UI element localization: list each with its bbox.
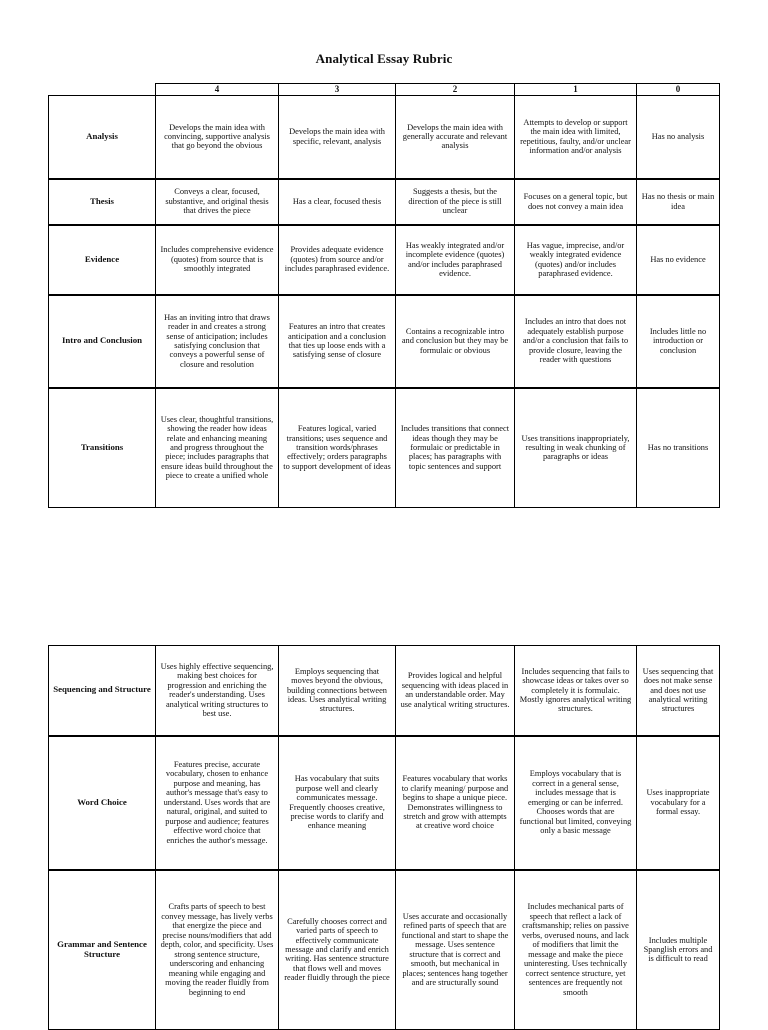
rubric-cell: Features vocabulary that works to clarify meaning/ purpose and begins to shape a unique piece. Demonstrates willingness to stretch and grow with attempts at creative word choice [396,736,515,870]
score-header-1: 1 [515,84,637,96]
rubric-cell: Contains a recognizable intro and conclusion but they may be formulaic or obvious [396,295,515,388]
criterion-label: Analysis [49,96,156,179]
rubric-cell: Includes sequencing that fails to showcase ideas or takes over so completely it is formulaic. Mostly ignores analytical writing structures. [515,646,637,736]
rubric-cell: Has no analysis [637,96,720,179]
criterion-label: Evidence [49,225,156,295]
rubric-cell: Has a clear, focused thesis [279,179,396,225]
rubric-cell: Includes an intro that does not adequately establish purpose and/or a conclusion that fails to provide closure, leaving the reader with questions [515,295,637,388]
rubric-cell: Includes little no introduction or conclusion [637,295,720,388]
rubric-cell: Has no thesis or main idea [637,179,720,225]
score-header-3: 3 [279,84,396,96]
rubric-row-thesis [49,179,720,225]
rubric-row-sequencing [49,646,720,736]
rubric-cell: Has vague, imprecise, and/or weakly integrated evidence (quotes) and/or includes paraphrased evidence. [515,225,637,295]
rubric-cell: Attempts to develop or support the main idea with limited, repetitious, faulty, and/or unclear information and/or analysis [515,96,637,179]
rubric-row-analysis [49,96,720,179]
rubric-cell: Crafts parts of speech to best convey message, has lively verbs that energize the piece and precise nouns/modifiers that add depth, color, and specificity. Uses strong sentence structure, underscoring and enhancing meaning while engaging and moving the reader fluidly from beginning to end [156,870,279,1030]
rubric-cell: Uses clear, thoughtful transitions, showing the reader how ideas relate and enhancing meaning and progress throughout the piece; includes paragraphs that ensure ideas build throughout the piece to create a unified whole [156,388,279,508]
rubric-cell: Suggests a thesis, but the direction of the piece is still unclear [396,179,515,225]
criterion-label: Intro and Conclusion [49,295,156,388]
score-header-4: 4 [156,84,279,96]
page-title: Analytical Essay Rubric [315,51,453,66]
rubric-cell: Has an inviting intro that draws reader in and creates a strong sense of anticipation; includes satisfying conclusion that conveys a powerful sense of closure and resolution [156,295,279,388]
rubric-cell: Conveys a clear, focused, substantive, and original thesis that drives the piece [156,179,279,225]
rubric-cell: Has weakly integrated and/or incomplete evidence (quotes) and/or includes paraphrased evidence. [396,225,515,295]
rubric-row-grammar [49,870,720,1030]
rubric-cell: Has no evidence [637,225,720,295]
score-header-2: 2 [396,84,515,96]
rubric-cell: Employs sequencing that moves beyond the obvious, building connections between ideas. Uses analytical writing structures. [279,646,396,736]
rubric-cell: Features logical, varied transitions; uses sequence and transition words/phrases effectively; orders paragraphs to support development of ideas [279,388,396,508]
rubric-cell: Provides logical and helpful sequencing with ideas placed in an understandable order. May use analytical writing structures. [396,646,515,736]
criterion-label: Transitions [49,388,156,508]
rubric-cell: Features an intro that creates anticipation and a conclusion that ties up loose ends with a satisfying sense of closure [279,295,396,388]
rubric-cell: Uses highly effective sequencing, making best choices for progression and enriching the reader's understanding. Uses analytical writing structures to best use. [156,646,279,736]
rubric-cell: Features precise, accurate vocabulary, chosen to enhance purpose and meaning, has author's message that's easy to understand. Uses words that are natural, original, and suited to purpose and audience; features effective word choice that enriches the author's message. [156,736,279,870]
rubric-row-word-choice [49,736,720,870]
rubric-row-transitions [49,388,720,508]
criterion-label: Sequencing and Structure [49,646,156,736]
rubric-cell: Uses transitions inappropriately, resulting in weak chunking of paragraphs or ideas [515,388,637,508]
rubric-row-evidence [49,225,720,295]
rubric-cell: Focuses on a general topic, but does not convey a main idea [515,179,637,225]
score-header-0: 0 [637,84,720,96]
criterion-label: Grammar and Sentence Structure [49,870,156,1030]
rubric-row-intro-conclusion [49,295,720,388]
rubric-cell: Uses sequencing that does not make sense and does not use analytical writing structures [637,646,720,736]
rubric-cell: Includes mechanical parts of speech that reflect a lack of craftsmanship; relies on passive verbs, overused nouns, and lack of modifiers that limit the message and make the piece uninteresting. Uses technically correct sentence structure, yet sentences are frequently not smooth [515,870,637,1030]
rubric-cell: Carefully chooses correct and varied parts of speech to effectively communicate message and clarify and enrich writing. Has sentence structure that flows well and moves reader fluidly through the piece [279,870,396,1030]
rubric-cell: Employs vocabulary that is correct in a general sense, includes message that is emerging or can be inferred. Chooses words that are functional but limited, conveying only a basic message [515,736,637,870]
rubric-table-1 [48,83,720,508]
criterion-label: Word Choice [49,736,156,870]
score-header-row [49,84,720,96]
rubric-table-2 [48,645,720,1030]
rubric-cell: Provides adequate evidence (quotes) from source and/or includes paraphrased evidence. [279,225,396,295]
rubric-cell: Includes transitions that connect ideas though they may be formulaic or predictable in places; has paragraphs with topic sentences and support [396,388,515,508]
rubric-cell: Has vocabulary that suits purpose well and clearly communicates message. Frequently chooses creative, precise words to clarify and enhance meaning [279,736,396,870]
rubric-cell: Uses accurate and occasionally refined parts of speech that are functional and start to shape the message. Uses sentence structure that is correct and smooth, but mechanical in places; sentences hang together and are structurally sound [396,870,515,1030]
rubric-cell: Includes comprehensive evidence (quotes) from source that is smoothly integrated [156,225,279,295]
rubric-cell: Develops the main idea with generally accurate and relevant analysis [396,96,515,179]
rubric-cell: Includes multiple Spanglish errors and is difficult to read [637,870,720,1030]
rubric-cell: Develops the main idea with convincing, supportive analysis that go beyond the obvious [156,96,279,179]
header-blank-cell [49,84,156,96]
rubric-cell: Uses inappropriate vocabulary for a formal essay. [637,736,720,870]
rubric-cell: Has no transitions [637,388,720,508]
criterion-label: Thesis [49,179,156,225]
rubric-cell: Develops the main idea with specific, relevant, analysis [279,96,396,179]
